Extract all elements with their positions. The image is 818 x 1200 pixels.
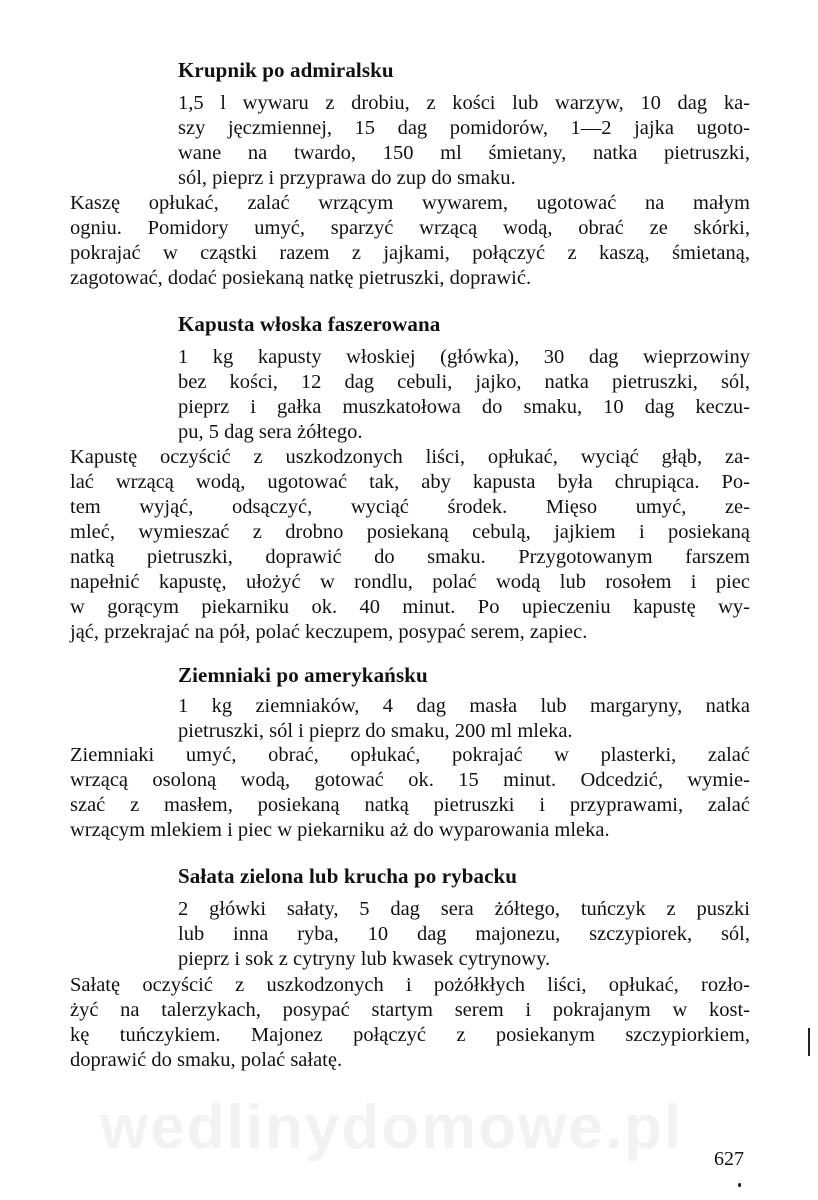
watermark: wedlinydomowe.pl: [100, 1093, 684, 1162]
ingredient-line: lub inna ryba, 10 dag majonezu, szczypiorek, sól,: [178, 923, 750, 945]
ingredient-line: szy jęczmiennej, 15 dag pomidorów, 1—2 jajka ugoto-: [178, 117, 750, 139]
ingredient-line: 2 główki sałaty, 5 dag sera żółtego, tuńczyk z puszki: [178, 898, 750, 920]
instruction-line: napełnić kapustę, ułożyć w rondlu, polać wodą lub rosołem i piec: [70, 571, 750, 593]
recipe-title-krupnik: Krupnik po admiralsku: [178, 58, 394, 82]
ingredients-kapusta: [178, 345, 750, 445]
ingredient-line: pieprz i gałka muszkatołowa do smaku, 10 dag keczu-: [178, 396, 750, 418]
ingredient-line: wane na twardo, 150 ml śmietany, natka pietruszki,: [178, 142, 750, 164]
ingredients-ziemniaki: [178, 694, 750, 744]
instruction-line: Ziemniaki umyć, obrać, opłukać, pokrajać w plasterki, zalać: [70, 744, 750, 766]
instructions-salata: [70, 973, 750, 1073]
instruction-line: w gorącym piekarniku ok. 40 minut. Po upieczeniu kapustę wy-: [70, 596, 750, 618]
instruction-line: lać wrzącą wodą, ugotować tak, aby kapusta była chrupiąca. Po-: [70, 471, 750, 493]
instruction-line: mleć, wymieszać z drobno posiekaną cebulą, jajkiem i posiekaną: [70, 521, 750, 543]
ingredients-salata: [178, 897, 750, 972]
instructions-kapusta: [70, 445, 750, 645]
instruction-line: wrzącą osoloną wodą, gotować ok. 15 minut. Odcedzić, wymie-: [70, 769, 750, 791]
instruction-line: ogniu. Pomidory umyć, sparzyć wrzącą wodą, obrać ze skórki,: [70, 217, 750, 239]
instruction-line: Kaszę opłukać, zalać wrzącym wywarem, ugotować na małym: [70, 192, 750, 214]
ingredient-line: 1,5 l wywaru z drobiu, z kości lub warzyw, 10 dag ka-: [178, 92, 750, 114]
ingredient-line: pieprz i sok z cytryny lub kwasek cytrynowy.: [178, 948, 551, 970]
margin-mark: [808, 1028, 810, 1056]
ingredient-line: pietruszki, sól i pieprz do smaku, 200 ml mleka.: [178, 720, 573, 742]
instruction-line: żyć na talerzykach, posypać startym serem i pokrajanym w kost-: [70, 999, 750, 1021]
instruction-line: doprawić do smaku, polać sałatę.: [70, 1049, 343, 1071]
recipe-title-kapusta: Kapusta włoska faszerowana: [178, 312, 441, 336]
ingredients-krupnik: [178, 91, 750, 191]
instructions-ziemniaki: [70, 743, 750, 843]
instruction-line: Sałatę oczyścić z uszkodzonych i pożółkłych liści, opłukać, rozło-: [70, 974, 750, 996]
ingredient-line: 1 kg ziemniaków, 4 dag masła lub margaryny, natka: [178, 695, 750, 717]
ingredient-line: bez kości, 12 dag cebuli, jajko, natka pietruszki, sól,: [178, 371, 750, 393]
page-number: 627: [714, 1148, 744, 1170]
instruction-line: wrzącym mlekiem i piec w piekarniku aż do wyparowania mleka.: [70, 819, 610, 841]
instruction-line: natką pietruszki, doprawić do smaku. Przygotowanym farszem: [70, 546, 750, 568]
instruction-line: tem wyjąć, odsączyć, wyciąć środek. Mięso umyć, ze-: [70, 496, 750, 518]
instructions-krupnik: [70, 191, 750, 291]
ingredient-line: sól, pieprz i przyprawa do zup do smaku.: [178, 167, 516, 189]
ingredient-line: 1 kg kapusty włoskiej (główka), 30 dag wieprzowiny: [178, 346, 750, 368]
recipe-title-salata: Sałata zielona lub krucha po rybacku: [178, 864, 518, 888]
instruction-line: kę tuńczykiem. Majonez połączyć z posiekanym szczypiorkiem,: [70, 1024, 750, 1046]
instruction-line: zagotować, dodać posiekaną natkę pietruszki, doprawić.: [70, 267, 532, 289]
instruction-line: pokrajać w cząstki razem z jajkami, połączyć z kaszą, śmietaną,: [70, 242, 750, 264]
scan-speck: [738, 1183, 741, 1187]
recipe-title-ziemniaki: Ziemniaki po amerykańsku: [178, 663, 428, 687]
instruction-line: jąć, przekrajać na pół, polać keczupem, posypać serem, zapiec.: [70, 621, 588, 643]
instruction-line: Kapustę oczyścić z uszkodzonych liści, opłukać, wyciąć głąb, za-: [70, 446, 750, 468]
instruction-line: szać z masłem, posiekaną natką pietruszki i przyprawami, zalać: [70, 794, 750, 816]
ingredient-line: pu, 5 dag sera żółtego.: [178, 421, 363, 443]
